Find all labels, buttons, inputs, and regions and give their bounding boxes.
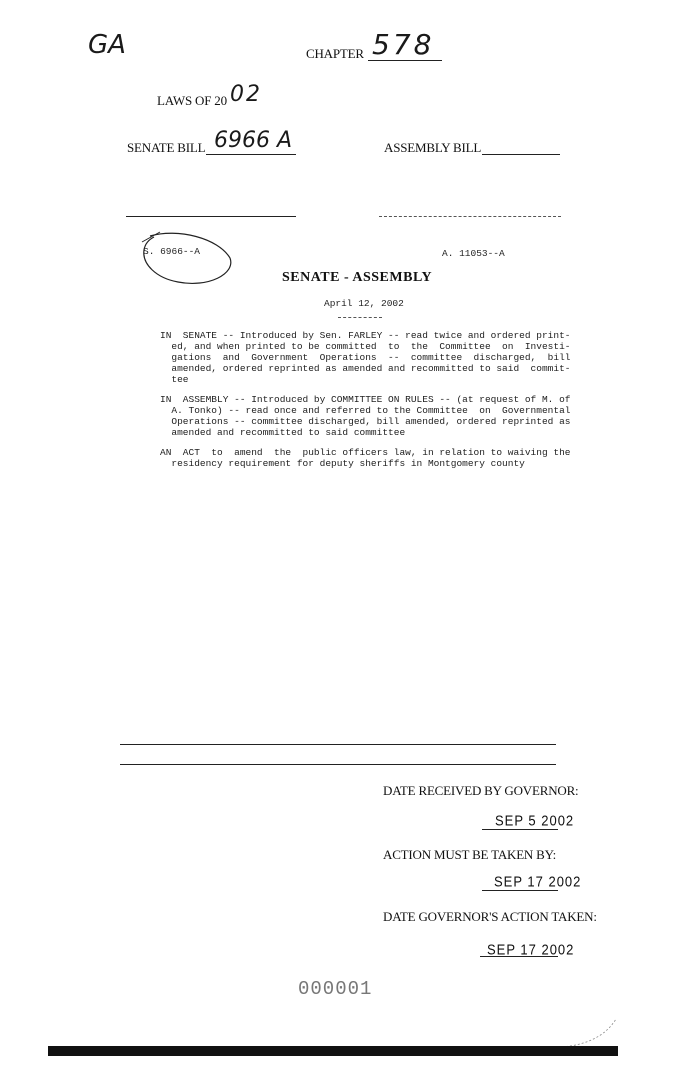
assembly-bill-blank [482, 138, 560, 155]
action-due-stamp: SEP 17 2002 [494, 872, 582, 891]
action-due-label: ACTION MUST BE TAKEN BY: [383, 847, 557, 862]
action-taken-stamp: SEP 17 2002 [487, 940, 575, 959]
senate-bill-label: SENATE BILL [127, 140, 206, 155]
action-due-line [482, 890, 558, 891]
action-taken-label: DATE GOVERNOR'S ACTION TAKEN: [383, 909, 597, 924]
scan-corner-mark [560, 1015, 620, 1050]
signature-line-right [379, 216, 561, 217]
laws-of-label: LAWS OF 20 [157, 93, 227, 108]
bill-title: SENATE - ASSEMBLY [282, 270, 433, 285]
signature-line-left [126, 216, 296, 217]
chapter-label: CHAPTER [306, 46, 364, 61]
action-taken-line [480, 956, 558, 957]
chapter-number: 578 [372, 28, 435, 61]
assembly-introduction-text: IN ASSEMBLY -- Introduced by COMMITTEE ON RULES -- (at request of M. of A. Tonko) -- read once and referred to the Committee on Governmental Operations -- committee discharged, bill amended, ordered reprinted as amended and recommitted to said committee [160, 394, 571, 438]
date-received-stamp: SEP 5 2002 [495, 811, 575, 830]
date-underline [338, 317, 382, 318]
senate-bill-number: 6966 A [214, 128, 293, 153]
act-description-text: AN ACT to amend the public officers law, in relation to waiving the residency requirement for deputy sheriffs in Montgomery county [160, 447, 571, 469]
scan-bottom-bar [48, 1046, 618, 1056]
senate-print-number: S. 6966--A [143, 246, 201, 257]
senate-introduction-text: IN SENATE -- Introduced by Sen. FARLEY -- read twice and ordered print- ed, and when printed to be committed to the Committee on Investi- gations and Government Operations -- committee discharged, bill amended, ordered reprinted as amended and recommitted to said commit- tee [160, 330, 571, 385]
page-number: 000001 [298, 978, 373, 1000]
lower-rule-2 [120, 764, 556, 765]
circled-bill-number-ring [138, 228, 238, 290]
assembly-bill-label: ASSEMBLY BILL [384, 140, 482, 155]
bill-date: April 12, 2002 [324, 298, 404, 309]
date-received-label: DATE RECEIVED BY GOVERNOR: [383, 783, 579, 798]
date-received-line [482, 829, 558, 830]
lower-rule-1 [120, 744, 556, 745]
assembly-print-number: A. 11053--A [442, 248, 505, 259]
handwritten-initials: GA [88, 30, 126, 60]
laws-year: 02 [230, 82, 262, 107]
